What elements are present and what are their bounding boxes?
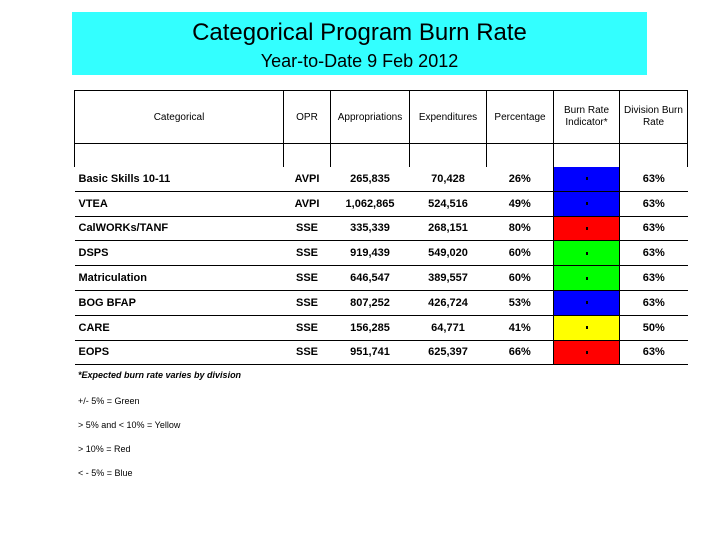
- cell-appropriations: 265,835: [331, 167, 410, 191]
- page-title: Categorical Program Burn Rate: [192, 19, 527, 46]
- cell-expenditures: 268,151: [410, 216, 487, 241]
- cell-division: 50%: [620, 315, 688, 340]
- burn-rate-table: [74, 90, 688, 365]
- header-expenditures: Expenditures: [410, 91, 487, 144]
- cell-name: VTEA: [75, 191, 284, 216]
- burn-rate-indicator-cell: [554, 315, 620, 340]
- cell-appropriations: 807,252: [331, 290, 410, 315]
- header-percentage: Percentage: [487, 91, 554, 144]
- cell-name: Basic Skills 10-11: [75, 167, 284, 191]
- cell-percentage: 53%: [487, 290, 554, 315]
- indicator-dot: [586, 351, 588, 354]
- note-red: > 10% = Red: [78, 444, 131, 454]
- cell-name: DSPS: [75, 241, 284, 266]
- indicator-dot: [586, 326, 588, 329]
- table-row: [75, 315, 688, 340]
- cell-appropriations: 646,547: [331, 266, 410, 291]
- header-opr: OPR: [284, 91, 331, 144]
- cell-name: BOG BFAP: [75, 290, 284, 315]
- table-body: [75, 167, 688, 365]
- table-row: [75, 167, 688, 191]
- cell-expenditures: 549,020: [410, 241, 487, 266]
- table-spacer-row: [75, 144, 688, 168]
- cell-expenditures: 389,557: [410, 266, 487, 291]
- cell-expenditures: 524,516: [410, 191, 487, 216]
- cell-appropriations: 156,285: [331, 315, 410, 340]
- cell-opr: SSE: [284, 241, 331, 266]
- burn-rate-indicator-cell: [554, 340, 620, 365]
- cell-division: 63%: [620, 241, 688, 266]
- cell-name: CARE: [75, 315, 284, 340]
- cell-appropriations: 1,062,865: [331, 191, 410, 216]
- cell-opr: AVPI: [284, 191, 331, 216]
- cell-division: 63%: [620, 340, 688, 365]
- cell-name: Matriculation: [75, 266, 284, 291]
- cell-opr: SSE: [284, 340, 331, 365]
- note-blue: < - 5% = Blue: [78, 468, 133, 478]
- page-subtitle: Year-to-Date 9 Feb 2012: [260, 51, 459, 71]
- note-green: +/- 5% = Green: [78, 396, 140, 406]
- indicator-dot: [586, 227, 588, 230]
- cell-percentage: 41%: [487, 315, 554, 340]
- cell-expenditures: 64,771: [410, 315, 487, 340]
- burn-rate-indicator-cell: [554, 191, 620, 216]
- burn-rate-indicator-cell: [554, 216, 620, 241]
- burn-rate-indicator-cell: [554, 241, 620, 266]
- cell-opr: AVPI: [284, 167, 331, 191]
- note-yellow: > 5% and < 10% = Yellow: [78, 420, 181, 430]
- notes-title: *Expected burn rate varies by division: [78, 370, 242, 380]
- indicator-dot: [586, 202, 588, 205]
- table-row: [75, 340, 688, 365]
- burn-rate-indicator-cell: [554, 290, 620, 315]
- indicator-dot: [586, 252, 588, 255]
- cell-expenditures: 70,428: [410, 167, 487, 191]
- title-banner: [72, 12, 647, 75]
- table-row: [75, 241, 688, 266]
- cell-percentage: 80%: [487, 216, 554, 241]
- cell-appropriations: 335,339: [331, 216, 410, 241]
- cell-opr: SSE: [284, 266, 331, 291]
- cell-division: 63%: [620, 216, 688, 241]
- cell-division: 63%: [620, 290, 688, 315]
- cell-appropriations: 951,741: [331, 340, 410, 365]
- indicator-dot: [586, 277, 588, 280]
- cell-expenditures: 625,397: [410, 340, 487, 365]
- table-header-row: [75, 91, 688, 144]
- cell-percentage: 60%: [487, 266, 554, 291]
- cell-name: CalWORKs/TANF: [75, 216, 284, 241]
- cell-opr: SSE: [284, 315, 331, 340]
- table-row: [75, 191, 688, 216]
- header-indicator: Burn Rate Indicator*: [554, 91, 620, 144]
- table-row: [75, 266, 688, 291]
- header-categorical: Categorical: [75, 91, 284, 144]
- cell-name: EOPS: [75, 340, 284, 365]
- cell-division: 63%: [620, 167, 688, 191]
- cell-opr: SSE: [284, 216, 331, 241]
- burn-rate-indicator-cell: [554, 266, 620, 291]
- cell-percentage: 26%: [487, 167, 554, 191]
- cell-division: 63%: [620, 266, 688, 291]
- cell-expenditures: 426,724: [410, 290, 487, 315]
- indicator-dot: [586, 177, 588, 180]
- header-division: Division Burn Rate: [620, 91, 688, 144]
- cell-opr: SSE: [284, 290, 331, 315]
- burn-rate-indicator-cell: [554, 167, 620, 191]
- cell-percentage: 49%: [487, 191, 554, 216]
- table-row: [75, 290, 688, 315]
- header-appropriations: Appropriations: [331, 91, 410, 144]
- cell-percentage: 60%: [487, 241, 554, 266]
- cell-division: 63%: [620, 191, 688, 216]
- table-row: [75, 216, 688, 241]
- indicator-dot: [586, 301, 588, 304]
- cell-percentage: 66%: [487, 340, 554, 365]
- cell-appropriations: 919,439: [331, 241, 410, 266]
